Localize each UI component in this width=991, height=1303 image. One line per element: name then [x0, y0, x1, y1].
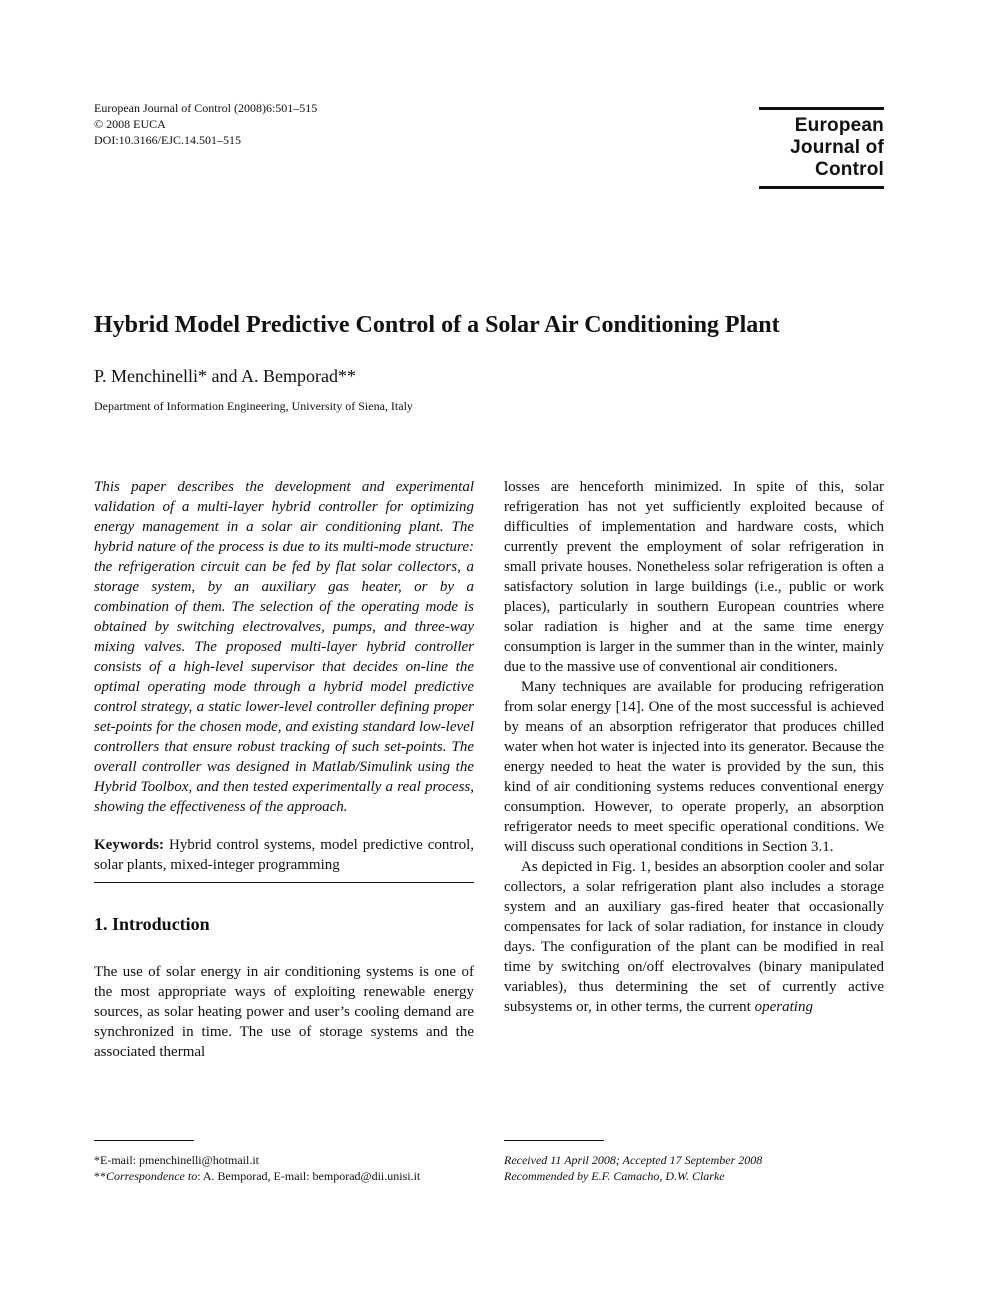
body-paragraph-3: [504, 857, 884, 1017]
logo-line-3: Control: [815, 159, 884, 180]
body-paragraph-3-italic: operating: [754, 999, 813, 1015]
footnote-divider-right: [504, 1140, 604, 1141]
journal-reference: European Journal of Control (2008)6:501–515: [94, 101, 318, 115]
correspondence-marker: **: [94, 1169, 106, 1183]
publication-info: [94, 100, 317, 148]
right-column: [504, 477, 884, 1017]
keywords-label: Keywords:: [94, 837, 164, 853]
section-heading-introduction: 1. Introduction: [94, 914, 210, 934]
keywords-divider: [94, 882, 474, 883]
recommended-by: Recommended by E.F. Camacho, D.W. Clarke: [504, 1169, 725, 1183]
received-accepted-dates: Received 11 April 2008; Accepted 17 September 2008: [504, 1153, 763, 1167]
body-paragraph-2: Many techniques are available for producing refrigeration from solar energy [14]. One of the most successful is achieved by means of an absorption refrigerator that produces chilled water when hot water is injected into its generator. Because the energy needed to heat the water is provided by the sun, this kind of air conditioning systems reduces conventional energy consumption. However, to operate properly, an absorption refrigerator needs to meet specific operational conditions. We will discuss such operational conditions in Section 3.1.: [504, 679, 884, 855]
intro-paragraph: The use of solar energy in air conditioning systems is one of the most appropriate ways of exploiting renewable energy sources, as solar heating power and user’s cooling demand are synchronized in time. The use of storage systems and the associated thermal: [94, 964, 474, 1060]
footnote-divider-left: [94, 1140, 194, 1141]
journal-logo: [759, 107, 884, 189]
logo-line-2: Journal of: [790, 137, 884, 158]
copyright-line: © 2008 EUCA: [94, 117, 166, 131]
body-paragraph-1: losses are henceforth minimized. In spite of this, solar refrigeration has not yet sufficiently exploited because of difficulties of implementation and hardware costs, which currently prevent the employment of solar refrigeration in small private houses. Nonetheless solar refrigeration is often a satisfactory solution in large buildings (i.e., public or work places), particularly in southern European countries where solar radiation is higher and at the same time energy consumption is larger in the summer than in the winter, mainly due to the massive use of conventional air conditioners.: [504, 479, 884, 675]
footnotes-left: [94, 1152, 420, 1184]
footnotes-right: [504, 1152, 762, 1184]
body-paragraph-3-text: As depicted in Fig. 1, besides an absorption cooler and solar collectors, a solar refrigeration plant also includes a storage system and an auxiliary gas-fired heater that occasionally compensates for lack of solar radiation, for instance in cloudy days. The configuration of the plant can be modified in real time by switching on/off electrovalves (binary manipulated variables), thus determining the set of currently active subsystems or, in other terms, the current: [504, 859, 884, 1015]
correspondence-note: [94, 1168, 420, 1184]
keywords-text: Hybrid control systems, model predictive control, solar plants, mixed-integer programming: [94, 837, 474, 873]
affiliation: Department of Information Engineering, University of Siena, Italy: [94, 399, 413, 413]
abstract: This paper describes the development and experimental validation of a multi-layer hybrid controller for optimizing energy management in a solar air conditioning plant. The hybrid nature of the process is due to its multi-mode structure: the refrigeration circuit can be fed by flat solar collectors, a storage system, by an auxiliary gas heater, or by a combination of them. The selection of the operating mode is obtained by switching electrovalves, pumps, and three-way mixing valves. The proposed multi-layer hybrid controller consists of a high-level supervisor that decides on-line the optimal operating mode through a hybrid model predictive control strategy, a static lower-level controller defining proper set-points for the chosen mode, and existing standard low-level controllers that ensure robust tracking of such set-points. The overall controller was designed in Matlab/Simulink using the Hybrid Toolbox, and then tested experimentally a real process, showing the effectiveness of the approach.: [94, 479, 474, 815]
keywords: [94, 835, 474, 875]
correspondence-label: Correspondence to: [106, 1169, 198, 1183]
doi: DOI:10.3166/EJC.14.501–515: [94, 133, 241, 147]
logo-line-1: European: [794, 115, 884, 136]
left-column: [94, 477, 474, 1062]
correspondence-text: : A. Bemporad, E-mail: bemporad@dii.unisi.it: [197, 1169, 421, 1183]
author-email-note: *E-mail: pmenchinelli@hotmail.it: [94, 1153, 260, 1167]
paper-title: Hybrid Model Predictive Control of a Solar Air Conditioning Plant: [94, 312, 780, 338]
authors: P. Menchinelli* and A. Bemporad**: [94, 366, 356, 386]
